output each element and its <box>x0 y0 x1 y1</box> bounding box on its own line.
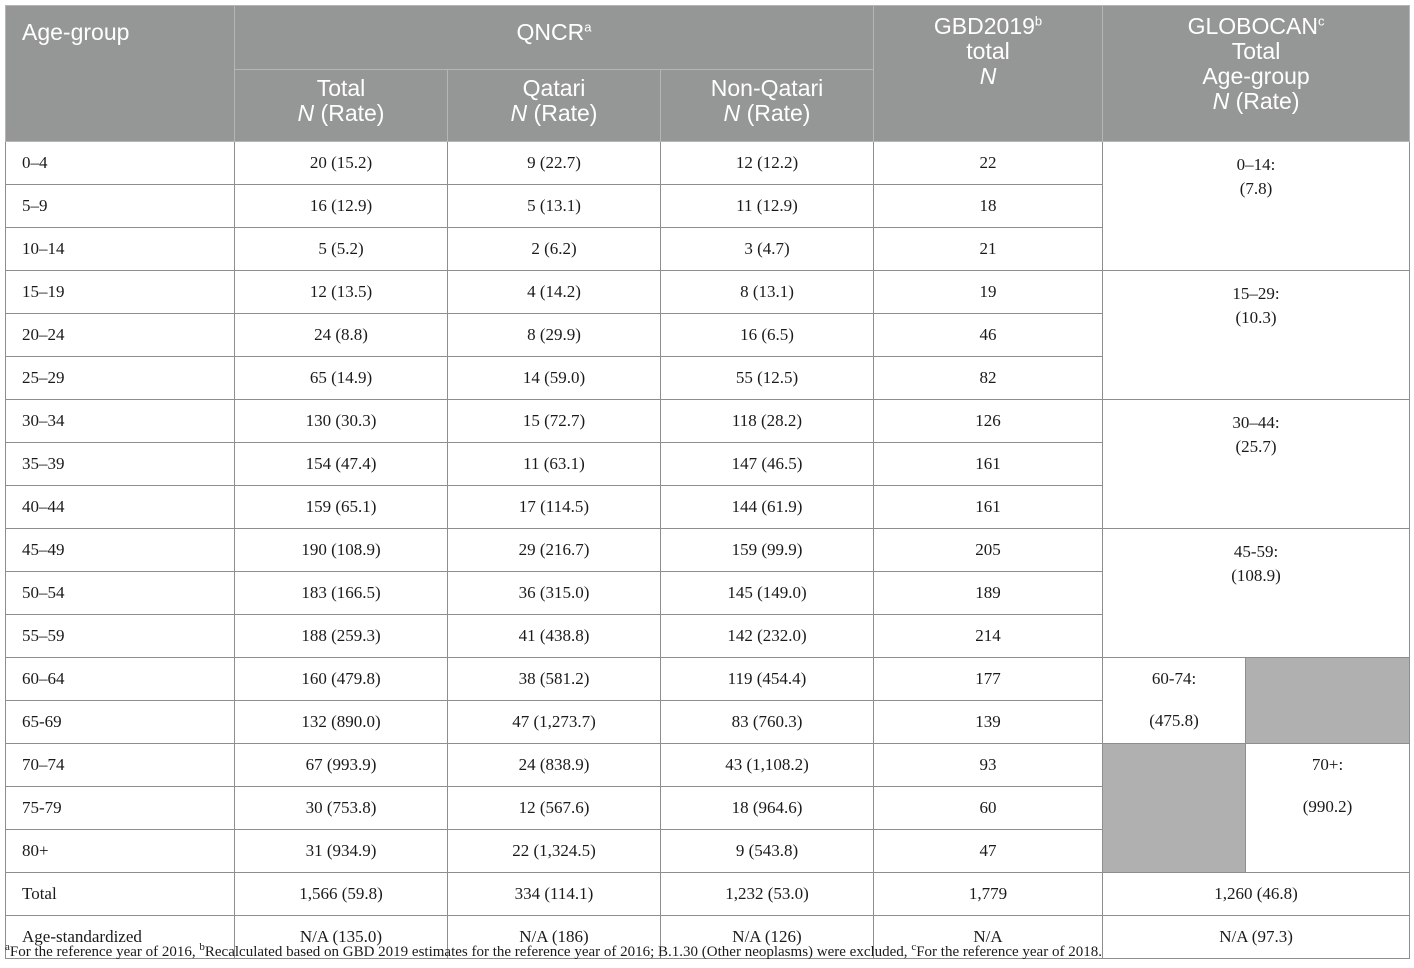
globocan-rate: (475.8) <box>1149 711 1199 730</box>
gbd-total-cell: 60 <box>874 787 1103 830</box>
qncr-qatari-cell: 36 (315.0) <box>448 572 661 615</box>
gbd-total-cell: 205 <box>874 529 1103 572</box>
qncr-total-cell: 1,566 (59.8) <box>235 873 448 916</box>
globocan-cell: 1,260 (46.8) <box>1103 873 1410 916</box>
age-cell: 55–59 <box>6 615 235 658</box>
qncr-non-qatari-cell: N/A (126) <box>661 916 874 959</box>
qncr-non-qatari-cell: 11 (12.9) <box>661 185 874 228</box>
header-qncr-qatari: Qatari N (Rate) <box>448 70 661 142</box>
table-body <box>6 142 1410 959</box>
qncr-non-qatari-cell: 43 (1,108.2) <box>661 744 874 787</box>
gbd-total-cell: 139 <box>874 701 1103 744</box>
qncr-total-cell: 5 (5.2) <box>235 228 448 271</box>
qncr-qatari-cell: 47 (1,273.7) <box>448 701 661 744</box>
qncr-qatari-cell: 5 (13.1) <box>448 185 661 228</box>
qncr-qatari-cell: 4 (14.2) <box>448 271 661 314</box>
globocan-cell <box>1103 529 1410 658</box>
globocan-range: 60-74: <box>1151 669 1197 688</box>
gbd-total-cell: 189 <box>874 572 1103 615</box>
age-cell: 35–39 <box>6 443 235 486</box>
header-qncr-total: Total N (Rate) <box>235 70 448 142</box>
gbd-total-cell: 21 <box>874 228 1103 271</box>
age-cell: 30–34 <box>6 400 235 443</box>
qncr-non-qatari-cell: 55 (12.5) <box>661 357 874 400</box>
globocan-cell <box>1103 658 1246 744</box>
qncr-total-cell: 24 (8.8) <box>235 314 448 357</box>
qncr-non-qatari-cell: 16 (6.5) <box>661 314 874 357</box>
header-qncr-non-qatari: Non-Qatari N (Rate) <box>661 70 874 142</box>
qncr-non-qatari-cell: 145 (149.0) <box>661 572 874 615</box>
globocan-range: 70+: <box>1311 755 1344 774</box>
qncr-qatari-cell: 8 (29.9) <box>448 314 661 357</box>
header-age-group: Age-group <box>6 6 235 142</box>
table-row <box>6 658 1410 701</box>
qncr-total-cell: 67 (993.9) <box>235 744 448 787</box>
table-row <box>6 873 1410 916</box>
globocan-cell <box>1103 142 1410 271</box>
gbd-total-cell: 161 <box>874 486 1103 529</box>
age-cell: 15–19 <box>6 271 235 314</box>
table-footnote: $^a$For the reference year of 2016, $^b$Recalculated based on GBD 2019 estimates for the reference year of 2016; B.1.30 (Other neoplasms) were excluded, $^c$For the reference year of 2018. <box>5 941 1102 960</box>
gbd-total-cell: 19 <box>874 271 1103 314</box>
qncr-non-qatari-cell: 9 (543.8) <box>661 830 874 873</box>
age-cell: 80+ <box>6 830 235 873</box>
globocan-range: 0–14: <box>1236 155 1276 174</box>
qncr-non-qatari-cell: 147 (46.5) <box>661 443 874 486</box>
qncr-total-cell: 12 (13.5) <box>235 271 448 314</box>
qncr-qatari-cell: 14 (59.0) <box>448 357 661 400</box>
age-cell: 65-69 <box>6 701 235 744</box>
qncr-total-cell: 20 (15.2) <box>235 142 448 185</box>
qncr-non-qatari-cell: 118 (28.2) <box>661 400 874 443</box>
qncr-qatari-cell: 2 (6.2) <box>448 228 661 271</box>
qncr-qatari-cell: 17 (114.5) <box>448 486 661 529</box>
age-cell: 60–64 <box>6 658 235 701</box>
header-globocan: GLOBOCAN$^c$ Total Age-group N (Rate) <box>1103 6 1410 142</box>
qncr-non-qatari-cell: 3 (4.7) <box>661 228 874 271</box>
table-row <box>6 744 1410 787</box>
qncr-qatari-cell: 12 (567.6) <box>448 787 661 830</box>
qncr-qatari-cell: 9 (22.7) <box>448 142 661 185</box>
age-cell: Age-standardized <box>6 916 235 959</box>
qncr-qatari-cell: 24 (838.9) <box>448 744 661 787</box>
age-cell: 45–49 <box>6 529 235 572</box>
globocan-cell <box>1246 744 1410 873</box>
age-cell: 70–74 <box>6 744 235 787</box>
globocan-rate: (25.7) <box>1235 437 1277 456</box>
qncr-non-qatari-cell: 12 (12.2) <box>661 142 874 185</box>
gbd-total-cell: 93 <box>874 744 1103 787</box>
qncr-non-qatari-cell: 159 (99.9) <box>661 529 874 572</box>
age-cell: 10–14 <box>6 228 235 271</box>
empty-shaded-cell <box>1246 658 1410 744</box>
gbd-total-cell: 47 <box>874 830 1103 873</box>
age-cell: 25–29 <box>6 357 235 400</box>
gbd-total-cell: 1,779 <box>874 873 1103 916</box>
qncr-total-cell: 132 (890.0) <box>235 701 448 744</box>
data-table-container <box>5 5 1409 959</box>
qncr-non-qatari-cell: 1,232 (53.0) <box>661 873 874 916</box>
table-row <box>6 529 1410 572</box>
globocan-range: 15–29: <box>1232 284 1280 303</box>
header-gbd2019: GBD2019$^b$ total N <box>874 6 1103 142</box>
globocan-rate: (10.3) <box>1235 308 1277 327</box>
qncr-total-cell: 130 (30.3) <box>235 400 448 443</box>
qncr-qatari-cell: 11 (63.1) <box>448 443 661 486</box>
qncr-qatari-cell: 22 (1,324.5) <box>448 830 661 873</box>
age-cell: 40–44 <box>6 486 235 529</box>
qncr-qatari-cell: 38 (581.2) <box>448 658 661 701</box>
qncr-qatari-cell: 334 (114.1) <box>448 873 661 916</box>
table-row <box>6 400 1410 443</box>
age-cell: 20–24 <box>6 314 235 357</box>
header-qncr: QNCR$^a$ <box>235 6 874 70</box>
age-cell: 5–9 <box>6 185 235 228</box>
table-row <box>6 271 1410 314</box>
qncr-non-qatari-cell: 119 (454.4) <box>661 658 874 701</box>
gbd-total-cell: N/A <box>874 916 1103 959</box>
incidence-table <box>5 5 1410 959</box>
qncr-total-cell: 183 (166.5) <box>235 572 448 615</box>
gbd-total-cell: 82 <box>874 357 1103 400</box>
globocan-cell <box>1103 271 1410 400</box>
qncr-qatari-cell: 41 (438.8) <box>448 615 661 658</box>
globocan-rate: (108.9) <box>1231 566 1281 585</box>
globocan-cell <box>1103 400 1410 529</box>
table-row <box>6 142 1410 185</box>
globocan-rate: (990.2) <box>1302 797 1353 816</box>
qncr-total-cell: 154 (47.4) <box>235 443 448 486</box>
gbd-total-cell: 22 <box>874 142 1103 185</box>
gbd-total-cell: 126 <box>874 400 1103 443</box>
globocan-rate: (7.8) <box>1239 179 1273 198</box>
gbd-total-cell: 177 <box>874 658 1103 701</box>
qncr-total-cell: 16 (12.9) <box>235 185 448 228</box>
qncr-non-qatari-cell: 18 (964.6) <box>661 787 874 830</box>
qncr-qatari-cell: N/A (186) <box>448 916 661 959</box>
qncr-qatari-cell: 29 (216.7) <box>448 529 661 572</box>
globocan-cell: N/A (97.3) <box>1103 916 1410 959</box>
empty-shaded-cell <box>1103 744 1246 873</box>
qncr-qatari-cell: 15 (72.7) <box>448 400 661 443</box>
qncr-total-cell: 160 (479.8) <box>235 658 448 701</box>
age-cell: 0–4 <box>6 142 235 185</box>
qncr-non-qatari-cell: 144 (61.9) <box>661 486 874 529</box>
qncr-non-qatari-cell: 142 (232.0) <box>661 615 874 658</box>
qncr-total-cell: 65 (14.9) <box>235 357 448 400</box>
age-cell: 75-79 <box>6 787 235 830</box>
qncr-total-cell: 190 (108.9) <box>235 529 448 572</box>
qncr-total-cell: 30 (753.8) <box>235 787 448 830</box>
gbd-total-cell: 18 <box>874 185 1103 228</box>
gbd-total-cell: 46 <box>874 314 1103 357</box>
globocan-range: 45-59: <box>1233 542 1279 561</box>
age-cell: 50–54 <box>6 572 235 615</box>
qncr-total-cell: N/A (135.0) <box>235 916 448 959</box>
gbd-total-cell: 214 <box>874 615 1103 658</box>
qncr-total-cell: 188 (259.3) <box>235 615 448 658</box>
qncr-total-cell: 159 (65.1) <box>235 486 448 529</box>
qncr-total-cell: 31 (934.9) <box>235 830 448 873</box>
globocan-range: 30–44: <box>1232 413 1280 432</box>
gbd-total-cell: 161 <box>874 443 1103 486</box>
qncr-non-qatari-cell: 8 (13.1) <box>661 271 874 314</box>
age-cell: Total <box>6 873 235 916</box>
qncr-non-qatari-cell: 83 (760.3) <box>661 701 874 744</box>
